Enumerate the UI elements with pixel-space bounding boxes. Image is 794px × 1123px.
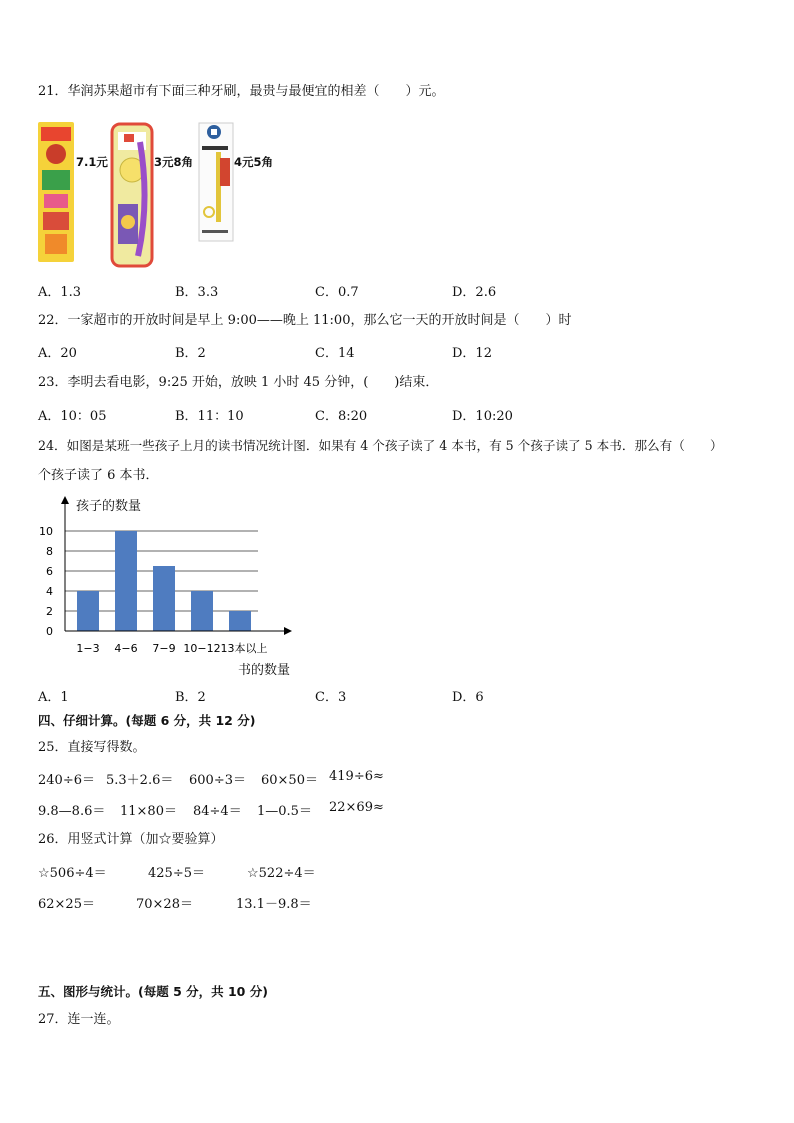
section5-title: 五、图形与统计。(每题 5 分，共 10 分) — [38, 984, 268, 999]
q23-option-a[interactable]: A．10：05 — [38, 409, 107, 424]
x-axis-arrow-icon — [284, 627, 292, 635]
q25-item: 600÷3＝ — [189, 773, 246, 788]
bar-0 — [77, 591, 99, 631]
q24-option-b[interactable]: B．2 — [175, 690, 206, 705]
q22-text: 22．一家超市的开放时间是早上 9:00——晚上 11:00，那么它一天的开放时间是（ ）时 — [38, 313, 572, 328]
q22-option-a[interactable]: A．20 — [38, 346, 77, 361]
bar-4 — [229, 611, 251, 631]
q25-item: 1—0.5＝ — [257, 804, 312, 819]
section4-title: 四、仔细计算。(每题 6 分，共 12 分) — [38, 713, 256, 728]
q25-item: 84÷4＝ — [193, 804, 242, 819]
q25-item: 22×69≈ — [329, 800, 384, 815]
q21-text: 21．华润苏果超市有下面三种牙刷，最贵与最便宜的相差（ ）元。 — [38, 84, 445, 99]
y-tick-label: 8 — [46, 545, 53, 558]
q24-option-a[interactable]: A．1 — [38, 690, 69, 705]
x-axis-title: 书的数量 — [238, 663, 291, 678]
x-category-label: 1−3 — [76, 642, 100, 655]
q26-item: 62×25＝ — [38, 897, 95, 912]
q21-options — [38, 281, 758, 299]
y-tick-label: 6 — [46, 565, 53, 578]
q26-item: 70×28＝ — [136, 897, 193, 912]
bar-3 — [191, 591, 213, 631]
price-label-3: 4元5角 — [234, 155, 274, 169]
q26-item: ☆522÷4＝ — [247, 866, 316, 881]
q24-text-line1: 24．如图是某班一些孩子上月的读书情况统计图．如果有 4 个孩子读了 4 本书，有 5 个孩子读了 5 本书．那么有（ ） — [38, 438, 723, 453]
q23-options — [38, 405, 758, 423]
y-tick-label: 0 — [46, 625, 53, 638]
toothbrush-2-image — [110, 122, 154, 268]
q23-option-b[interactable]: B．11：10 — [175, 409, 244, 424]
q23-option-d[interactable]: D．10:20 — [452, 409, 513, 424]
q21-option-a[interactable]: A．1.3 — [38, 285, 82, 300]
y-tick-label: 2 — [46, 605, 53, 618]
x-category-label: 10−12 — [183, 642, 221, 655]
q25-item: 240÷6＝ — [38, 773, 95, 788]
q24-option-d[interactable]: D．6 — [452, 690, 484, 705]
q25-item: 5.3＋2.6＝ — [106, 773, 174, 788]
x-category-label: 13本以上 — [220, 642, 268, 655]
q26-text: 26．用竖式计算（加☆要验算） — [38, 832, 224, 847]
bar-1 — [115, 531, 137, 631]
q22-option-b[interactable]: B．2 — [175, 346, 206, 361]
q25-item: 419÷6≈ — [329, 769, 384, 784]
q22-options — [38, 342, 758, 360]
q21-option-c[interactable]: C．0.7 — [315, 285, 359, 300]
q26-item: 13.1－9.8＝ — [236, 897, 312, 912]
x-category-label: 4−6 — [114, 642, 138, 655]
x-category-label: 7−9 — [152, 642, 176, 655]
y-tick-label: 10 — [39, 525, 53, 538]
q21-option-b[interactable]: B．3.3 — [175, 285, 219, 300]
toothbrush-3-image — [198, 122, 234, 242]
price-label-1: 7.1元 — [76, 155, 108, 169]
q23-option-c[interactable]: C．8:20 — [315, 409, 368, 424]
bar-2 — [153, 566, 175, 631]
q22-option-c[interactable]: C．14 — [315, 346, 355, 361]
q27-text: 27．连一连。 — [38, 1012, 120, 1027]
q21-option-d[interactable]: D．2.6 — [452, 285, 497, 300]
y-tick-label: 4 — [46, 585, 53, 598]
q26-item: ☆506÷4＝ — [38, 866, 107, 881]
reading-bar-chart — [30, 490, 320, 682]
q26-item: 425÷5＝ — [148, 866, 205, 881]
q25-item: 9.8—8.6＝ — [38, 804, 106, 819]
q24-text-line2: 个孩子读了 6 本书． — [38, 468, 159, 483]
y-axis-title: 孩子的数量 — [76, 499, 142, 514]
q25-item: 60×50＝ — [261, 773, 318, 788]
q25-text: 25．直接写得数。 — [38, 740, 146, 755]
price-label-2: 3元8角 — [154, 155, 194, 169]
q22-option-d[interactable]: D．12 — [452, 346, 492, 361]
q23-text: 23．李明去看电影，9:25 开始，放映 1 小时 45 分钟，( )结束． — [38, 375, 439, 390]
q24-option-c[interactable]: C．3 — [315, 690, 347, 705]
q25-item: 11×80＝ — [120, 804, 177, 819]
y-axis-arrow-icon — [61, 496, 69, 504]
toothbrush-1-image — [38, 122, 74, 262]
q24-options — [38, 686, 758, 704]
